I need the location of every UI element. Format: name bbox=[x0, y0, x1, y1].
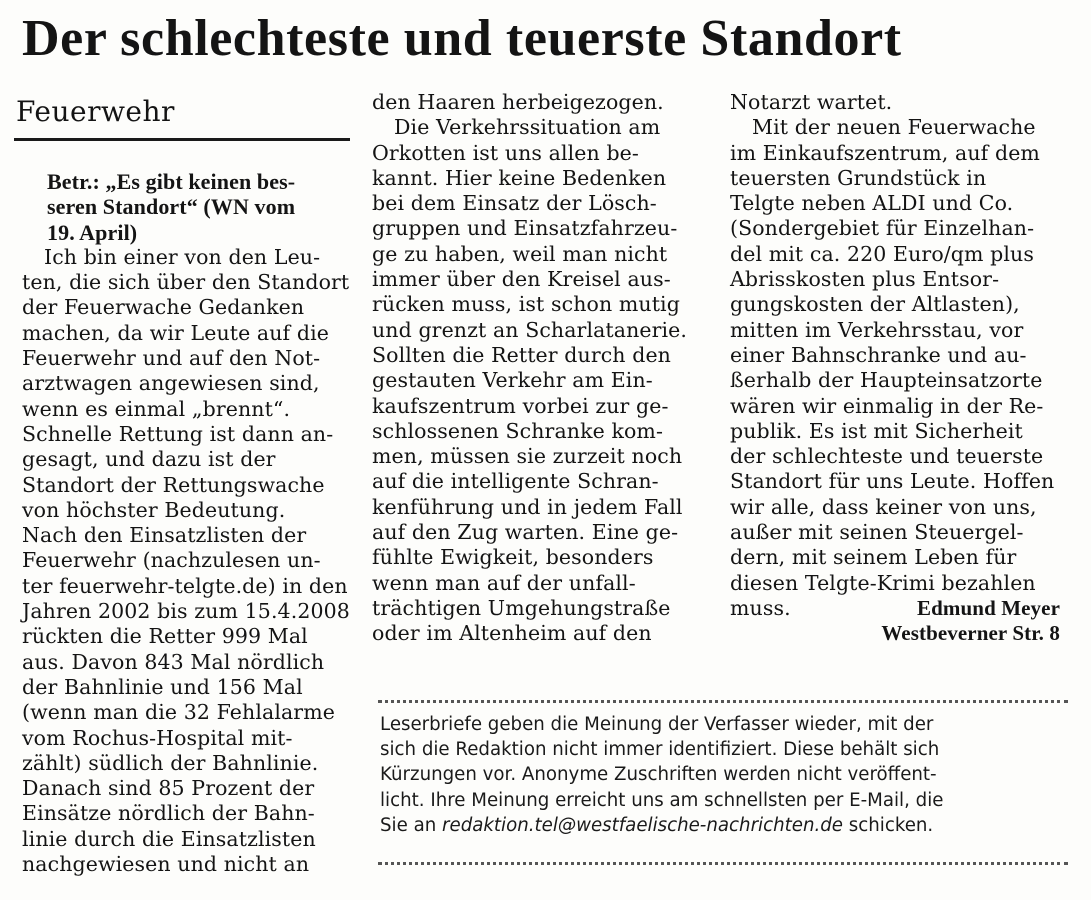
text-line: linie durch die Einsatzlisten bbox=[22, 826, 316, 851]
text-line: Standort für uns Leute. Hoffen bbox=[730, 469, 1055, 494]
notice-line: Kürzungen vor. Anonyme Zuschriften werden nicht veröffent- bbox=[380, 764, 937, 786]
text-line: der Bahnlinie und 156 Mal bbox=[22, 674, 303, 699]
text-line: schlossenen Schranke kom- bbox=[372, 418, 663, 443]
text-line: Nach den Einsatzlisten der bbox=[22, 523, 307, 548]
text-line: Mit der neuen Feuerwache bbox=[752, 115, 1036, 140]
subject-line: seren Standort“ (WN vom bbox=[47, 194, 296, 220]
text-line: Feuerwehr und auf den Not- bbox=[22, 346, 321, 371]
subject-line: Betr.: „Es gibt keinen bes- bbox=[47, 169, 296, 194]
text-line: nachgewiesen und nicht an bbox=[22, 852, 310, 877]
text-line: wären wir einmalig in der Re- bbox=[730, 393, 1044, 418]
text-line: zählt) südlich der Bahnlinie. bbox=[22, 750, 319, 775]
notice-text: Sie an bbox=[380, 814, 443, 836]
email-link[interactable]: redaktion.tel@westfaelische-nachrichten.de bbox=[442, 814, 843, 836]
text-line: Orkotten ist uns allen be- bbox=[372, 140, 639, 165]
text-line: arztwagen angewiesen sind, bbox=[22, 371, 320, 396]
text-line: ge zu haben, weil man nicht bbox=[372, 241, 668, 266]
article-column-2 bbox=[372, 90, 707, 647]
text-line: auf den Zug warten. Eine ge- bbox=[372, 520, 679, 545]
text-line: diesen Telgte-Krimi bezahlen bbox=[730, 570, 1036, 595]
text-line: Einsätze nördlich der Bahn- bbox=[22, 801, 315, 826]
text-line: Abrisskosten plus Entsor- bbox=[730, 267, 1000, 292]
text-line: Notarzt wartet. bbox=[730, 90, 893, 114]
text-line: Telgte neben ALDI und Co. bbox=[730, 191, 1014, 216]
text-line: Ich bin einer von den Leu- bbox=[44, 244, 321, 269]
text-line: fühlte Ewigkeit, besonders bbox=[372, 545, 654, 570]
text-line: oder im Altenheim auf den bbox=[372, 621, 652, 646]
notice-divider-top bbox=[378, 700, 1068, 703]
text-line: kaufszentrum vorbei zur ge- bbox=[372, 393, 669, 418]
notice-divider-bottom bbox=[378, 862, 1068, 865]
text-line: der schlechteste und teuerste bbox=[730, 444, 1044, 469]
notice-line: sich die Redaktion nicht immer identifiziert. Diese behält sich bbox=[380, 739, 940, 761]
text-line: gungskosten der Altlasten), bbox=[730, 292, 1020, 317]
text-line: Schnelle Rettung ist dann an- bbox=[22, 421, 334, 446]
text-line: machen, da wir Leute auf die bbox=[22, 320, 329, 345]
text-line: ten, die sich über den Standort bbox=[22, 270, 350, 295]
text-line: ter feuerwehr-telgte.de) in den bbox=[22, 573, 348, 598]
text-line: ßerhalb der Haupteinsatzorte bbox=[730, 368, 1043, 393]
author-name: Edmund Meyer bbox=[917, 595, 1060, 620]
text-line: bei dem Einsatz der Lösch- bbox=[372, 191, 657, 216]
text-line: und grenzt an Scharlatanerie. bbox=[372, 317, 688, 342]
text-line: teuersten Grundstück in bbox=[730, 165, 987, 190]
section-label: Feuerwehr bbox=[16, 95, 175, 128]
text-line: vom Rochus-Hospital mit- bbox=[22, 725, 293, 750]
article-column-1 bbox=[22, 169, 352, 877]
text-line: wir alle, dass keiner von uns, bbox=[730, 494, 1037, 519]
article-headline: Der schlechteste und teuerste Standort bbox=[22, 10, 902, 67]
text-line: der Feuerwache Gedanken bbox=[22, 295, 305, 320]
notice-text: schicken. bbox=[843, 814, 934, 836]
subject-line: 19. April) bbox=[47, 219, 138, 245]
text-line: gesagt, und dazu ist der bbox=[22, 447, 276, 472]
notice-line: Leserbriefe geben die Meinung der Verfasser wieder, mit der bbox=[380, 714, 934, 735]
text-line: (wenn man die 32 Fehlalarme bbox=[22, 700, 335, 725]
notice-line: licht. Ihre Meinung erreicht uns am schnellsten per E-Mail, die bbox=[380, 789, 944, 811]
text-line: kenführung und in jedem Fall bbox=[372, 494, 683, 519]
section-divider bbox=[14, 138, 350, 141]
notice-line bbox=[380, 813, 1070, 838]
text-line: rücken muss, ist schon mutig bbox=[372, 292, 680, 317]
text-line: einer Bahnschranke und au- bbox=[730, 342, 1027, 367]
text-line: aus. Davon 843 Mal nördlich bbox=[22, 649, 325, 674]
article-column-3 bbox=[730, 90, 1070, 647]
text-line: Sollten die Retter durch den bbox=[372, 342, 671, 367]
text-line: rückten die Retter 999 Mal bbox=[22, 624, 308, 649]
text-line: gestauten Verkehr am Ein- bbox=[372, 368, 653, 393]
text-line: Jahren 2002 bis zum 15.4.2008 bbox=[22, 599, 350, 624]
text-line: Danach sind 85 Prozent der bbox=[22, 776, 315, 801]
text-line: dern, mit seinem Leben für bbox=[730, 545, 1017, 570]
text-line: del mit ca. 220 Euro/qm plus bbox=[730, 241, 1034, 266]
text-line: auf die intelligente Schran- bbox=[372, 469, 659, 494]
text-line: im Einkaufszentrum, auf dem bbox=[730, 140, 1040, 165]
text-line: immer über den Kreisel aus- bbox=[372, 267, 671, 292]
text-line: Standort der Rettungswache bbox=[22, 472, 325, 497]
text-line: Die Verkehrssituation am bbox=[394, 115, 661, 140]
text-line: von höchster Bedeutung. bbox=[22, 497, 286, 522]
editorial-notice bbox=[380, 712, 1070, 838]
text-line bbox=[730, 596, 1070, 621]
text-line: (Sondergebiet für Einzelhan- bbox=[730, 216, 1035, 241]
text-line: men, müssen sie zurzeit noch bbox=[372, 444, 683, 469]
text-line: Feuerwehr (nachzulesen un- bbox=[22, 548, 321, 573]
author-address: Westbeverner Str. 8 bbox=[881, 621, 1060, 646]
text-line: mitten im Verkehrsstau, vor bbox=[730, 317, 1024, 342]
text-line: wenn es einmal „brennt“. bbox=[22, 396, 291, 421]
text-line: publik. Es ist mit Sicherheit bbox=[730, 418, 1023, 443]
text-line: gruppen und Einsatzfahrzeu- bbox=[372, 216, 678, 241]
text-line: den Haaren herbeigezogen. bbox=[372, 90, 664, 114]
text-line: wenn man auf der unfall- bbox=[372, 570, 636, 595]
text-line: außer mit seinen Steuergel- bbox=[730, 520, 1024, 545]
text-line-end: muss. bbox=[730, 595, 791, 620]
text-line: trächtigen Umgehungstraße bbox=[372, 595, 671, 620]
text-line: kannt. Hier keine Bedenken bbox=[372, 165, 667, 190]
